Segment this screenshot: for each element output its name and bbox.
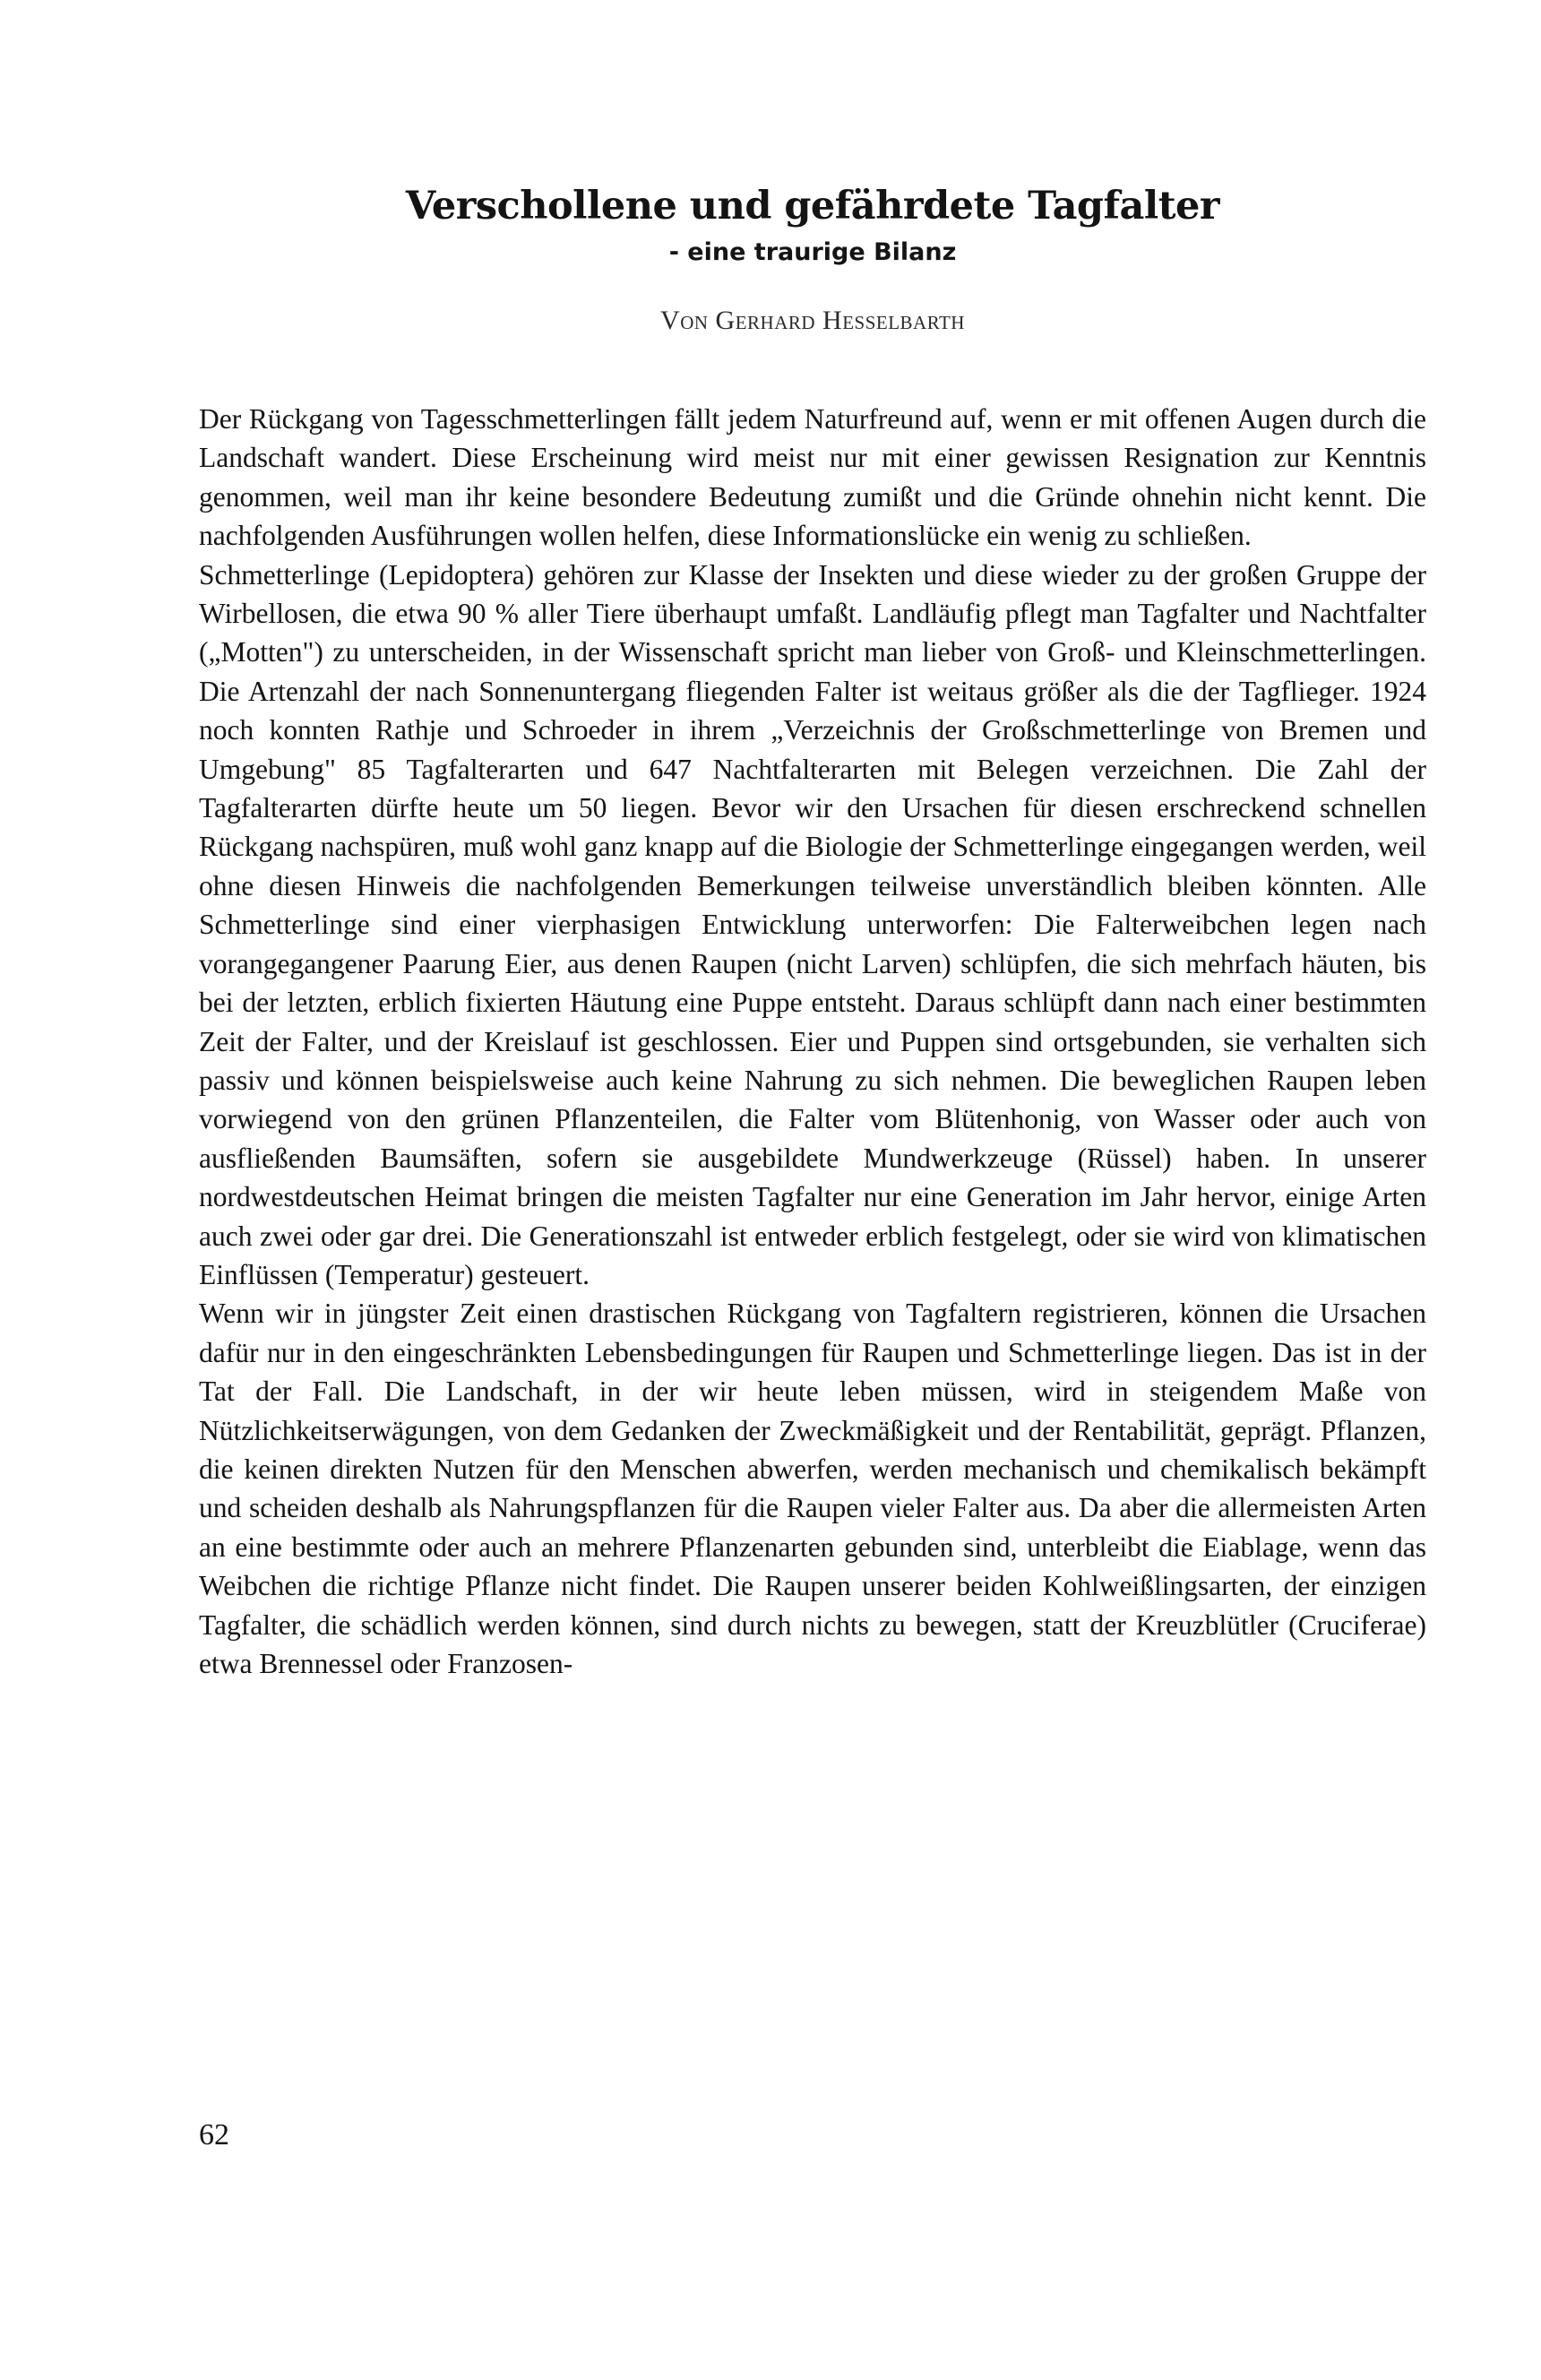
page-number: 62	[199, 2118, 229, 2151]
article-author: Von Gerhard Hesselbarth	[660, 306, 965, 335]
paragraph-intro: Der Rückgang von Tagesschmetterlingen fällt jedem Naturfreund auf, wenn er mit offenen Augen durch die Landschaft wandert. Diese Erscheinung wird meist nur mit einer gewissen Resignation zur Kenntnis genommen, weil man ihr keine besondere Bedeutung zumißt und die Gründe ohnehin nicht kennt. Die nachfolgenden Ausführungen wollen helfen, diese Informationslücke ein wenig zu schließen.	[199, 403, 1426, 552]
paragraph-decline: Wenn wir in jüngster Zeit einen drastischen Rückgang von Tagfaltern registrieren, können die Ursachen dafür nur in den eingeschränkten Lebensbedingungen für Raupen und Schmetterlinge liegen. Das ist in der Tat der Fall. Die Landschaft, in der wir heute leben müssen, wird in steigendem Maße von Nützlichkeitserwägungen, von dem Gedanken der Zweckmäßigkeit und der Rentabilität, geprägt. Pflanzen, die keinen direkten Nutzen für den Menschen abwerfen, werden mechanisch und chemikalisch bekämpft und scheiden deshalb als Nahrungspflanzen für die Raupen vieler Falter aus. Da aber die allermeisten Arten an eine bestimmte oder auch an mehrere Pflanzenarten gebunden sind, unterbleibt die Eiablage, wenn das Weibchen die richtige Pflanze nicht findet. Die Raupen unserer beiden Kohlweißlingsarten, der einzigen Tagfalter, die schädlich werden können, sind durch nichts zu bewegen, statt der Kreuzblütler (Cruciferae) etwa Brennessel oder Franzosen-	[199, 1298, 1426, 1679]
article-title: Verschollene und gefährdete Tagfalter	[405, 184, 1220, 229]
article-body	[199, 400, 1426, 1683]
article-subtitle: - eine traurige Bilanz	[668, 238, 957, 266]
paragraph-biology: Schmetterlinge (Lepidoptera) gehören zur Klasse der Insekten und diese wieder zu der großen Gruppe der Wirbellosen, die etwa 90 % aller Tiere überhaupt umfaßt. Landläufig pflegt man Tagfalter und Nachtfalter („Motten") zu unterscheiden, in der Wissenschaft spricht man lieber von Groß- und Kleinschmetterlingen. Die Artenzahl der nach Sonnenuntergang fliegenden Falter ist weitaus größer als die der Tagflieger. 1924 noch konnten Rathje und Schroeder in ihrem „Verzeichnis der Großschmetterlinge von Bremen und Umgebung" 85 Tagfalterarten und 647 Nachtfalterarten mit Belegen verzeichnen. Die Zahl der Tagfalterarten dürfte heute um 50 liegen. Bevor wir den Ursachen für diesen erschreckend schnellen Rückgang nachspüren, muß wohl ganz knapp auf die Biologie der Schmetterlinge eingegangen werden, weil ohne diesen Hinweis die nachfolgenden Bemerkungen teilweise unverständlich bleiben könnten. Alle Schmetterlinge sind einer vierphasigen Entwicklung unterworfen: Die Falterweibchen legen nach vorangegangener Paarung Eier, aus denen Raupen (nicht Larven) schlüpfen, die sich mehrfach häuten, bis bei der letzten, erblich fixierten Häutung eine Puppe entsteht. Daraus schlüpft dann nach einer bestimmten Zeit der Falter, und der Kreislauf ist geschlossen. Eier und Puppen sind ortsgebunden, sie verhalten sich passiv und können beispielsweise auch keine Nahrung zu sich nehmen. Die beweglichen Raupen leben vorwiegend von den grünen Pflanzenteilen, die Falter vom Blütenhonig, von Wasser oder auch von ausfließenden Baumsäften, sofern sie ausgebildete Mundwerkzeuge (Rüssel) haben. In unserer nordwestdeutschen Heimat bringen die meisten Tagfalter nur eine Generation im Jahr hervor, einige Arten auch zwei oder gar drei. Die Generationszahl ist entweder erblich festgelegt, oder sie wird von klimatischen Einflüssen (Temperatur) gesteuert.	[199, 558, 1426, 1290]
article-page	[199, 179, 1426, 2330]
